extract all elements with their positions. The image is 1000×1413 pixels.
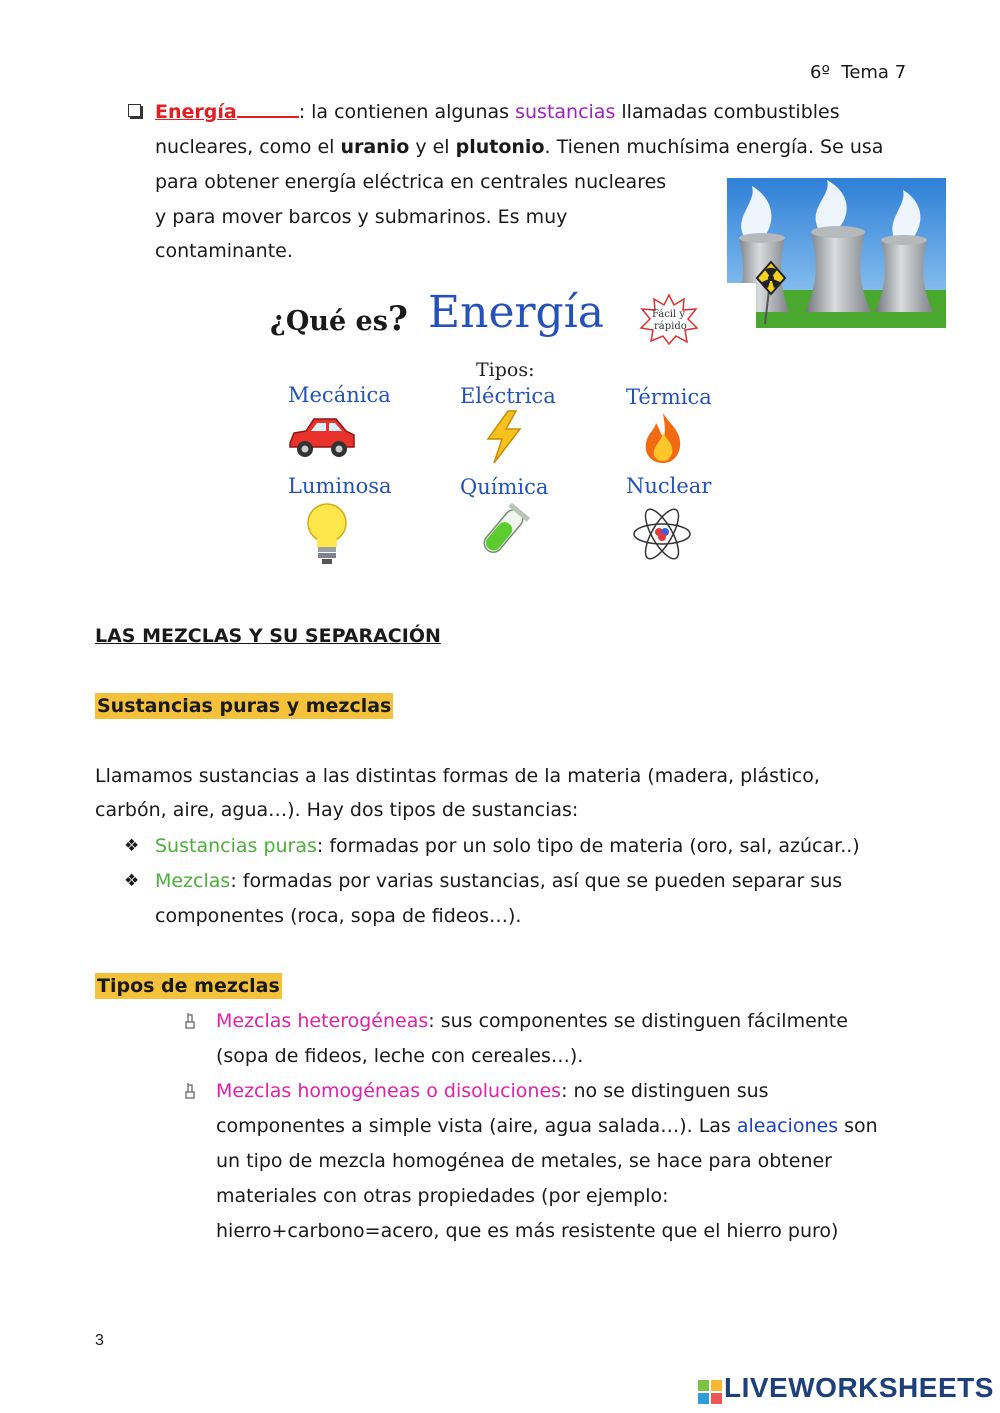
homogeneous-term: Mezclas homogéneas o disoluciones (216, 1080, 562, 1102)
section-title: LAS MEZCLAS Y SU SEPARACIÓN (95, 625, 441, 647)
nuclear-line-1: Energía : la contienen algunas sustancias llamadas combustibles (155, 98, 840, 125)
grade-number: 6º (810, 62, 830, 83)
type-electrical: Eléctrica (460, 384, 556, 408)
mixture-types-heading: Tipos de mezclas (97, 975, 280, 997)
test-tube-icon (470, 503, 532, 565)
badge-text-2: rápido (654, 321, 687, 332)
nuclear-line-2: nucleares, como el uranio y el plutonio. Tienen muchísima energía. Se usa (155, 136, 884, 158)
nuclear-plant-image (727, 178, 946, 328)
checkbox-bullet-icon (128, 104, 141, 117)
infographic-title: Energía (428, 287, 604, 338)
mixtures-item: Mezclas: formadas por varias sustancias, así que se pueden separar sus (155, 870, 843, 892)
pointing-hand-icon (184, 1082, 196, 1100)
intro-line-1: Llamamos sustancias a las distintas formas de la materia (madera, plástico, (95, 765, 820, 787)
types-label: Tipos: (476, 359, 535, 381)
intro-line-2: carbón, aire, agua…). Hay dos tipos de sustancias: (95, 799, 579, 821)
diamond-bullet-icon: ❖ (124, 871, 140, 891)
alloys-term: aleaciones (736, 1115, 839, 1137)
type-thermal: Térmica (626, 385, 712, 409)
homogeneous-item: Mezclas homogéneas o disoluciones: no se distinguen sus (216, 1080, 769, 1102)
badge-text-1: Fácil y (652, 309, 686, 320)
type-nuclear: Nuclear (626, 474, 712, 498)
infographic-question: ¿Qué es? (270, 299, 408, 339)
topic-label: Tema 7 (841, 62, 907, 83)
energy-blank-input[interactable] (237, 98, 299, 118)
homogeneous-line-2: componentes a simple vista (aire, agua salada…). Las aleaciones son (216, 1115, 878, 1137)
nuclear-line-3: para obtener energía eléctrica en centrales nucleares (155, 171, 667, 193)
type-chemical: Química (460, 475, 549, 499)
diamond-bullet-icon: ❖ (124, 836, 140, 856)
page-number: 3 (95, 1332, 104, 1349)
liveworksheets-logo-icon (698, 1380, 722, 1404)
pure-substances-term: Sustancias puras (155, 835, 317, 857)
pointing-hand-icon (184, 1012, 196, 1030)
atom-icon (632, 501, 692, 567)
type-light: Luminosa (288, 474, 392, 498)
mixtures-term: Mezclas (155, 870, 231, 892)
grade-label (810, 60, 906, 86)
homogeneous-line-3: un tipo de mezcla homogénea de metales, se hace para obtener (216, 1150, 832, 1172)
fire-icon (640, 411, 686, 465)
liveworksheets-brand[interactable]: LIVEWORKSHEETS (724, 1372, 994, 1403)
substances-term: sustancias (515, 101, 616, 123)
type-mechanical: Mecánica (288, 383, 391, 407)
uranium-term: uranio (340, 136, 410, 158)
lightbulb-icon (304, 501, 350, 567)
homogeneous-line-5: hierro+carbono=acero, que es más resistente que el hierro puro) (216, 1220, 839, 1242)
lightning-icon (482, 409, 526, 465)
homogeneous-line-4: materiales con otras propiedades (por ejemplo: (216, 1185, 669, 1207)
mixtures-item-line-2: componentes (roca, sopa de fideos…). (155, 905, 522, 927)
nuclear-line-4: y para mover barcos y submarinos. Es muy (155, 206, 568, 228)
pure-substances-item: Sustancias puras: formadas por un solo tipo de materia (oro, sal, azúcar..) (155, 835, 860, 857)
pure-substances-heading: Sustancias puras y mezclas (97, 695, 392, 717)
heterogeneous-line-2: (sopa de fideos, leche con cereales…). (216, 1045, 584, 1067)
heterogeneous-term: Mezclas heterogéneas (216, 1010, 429, 1032)
heterogeneous-item: Mezclas heterogéneas: sus componentes se distinguen fácilmente (216, 1010, 848, 1032)
nuclear-line-5: contaminante. (155, 240, 293, 262)
energy-types-infographic (244, 283, 756, 573)
plutonium-term: plutonio (455, 136, 545, 158)
energy-term: Energía (155, 101, 237, 123)
car-icon (284, 413, 358, 463)
